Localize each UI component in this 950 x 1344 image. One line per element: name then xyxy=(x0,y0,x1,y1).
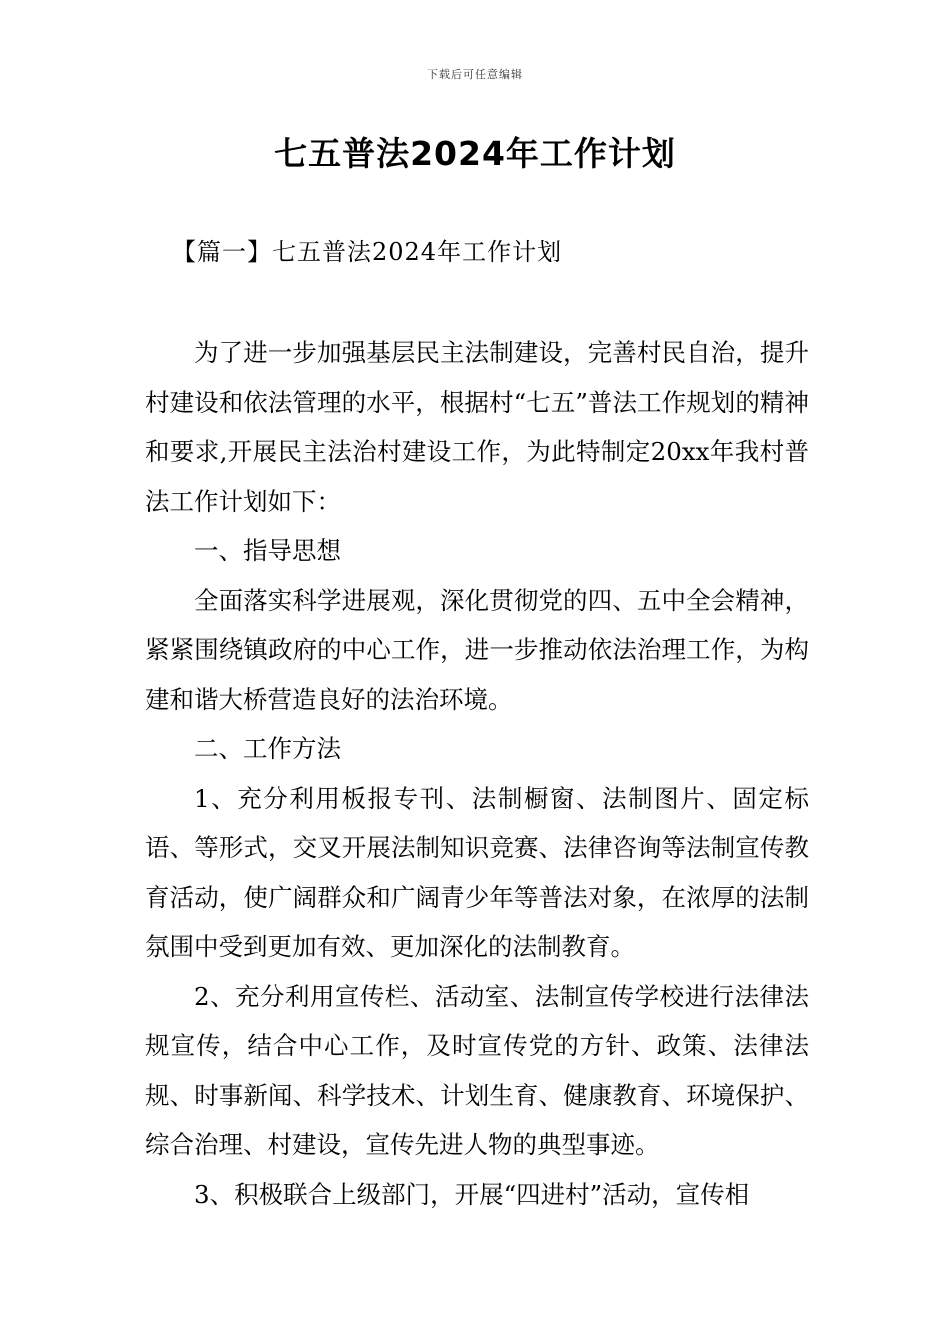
paragraph-intro: 为了进一步加强基层民主法制建设，完善村民自治，提升村建设和依法管理的水平，根据村“七五”普法工作规划的精神和要求,开展民主法治村建设工作，为此特制定20xx年我村普法工作计划如下： xyxy=(145,338,809,516)
paragraph-method-2: 2、充分利用宣传栏、活动室、法制宣传学校进行法律法规宣传，结合中心工作，及时宣传党的方针、政策、法律法规、时事新闻、科学技术、计划生育、健康教育、环境保护、综合治理、村建设，宣传先进人物的典型事迹。 xyxy=(145,981,809,1159)
heading-guiding-ideology: 一、指导思想 xyxy=(194,536,341,565)
paragraph-method-3: 3、积极联合上级部门，开展“四进村”活动，宣传相 xyxy=(194,1179,750,1209)
paragraph-guiding-ideology: 全面落实科学进展观，深化贯彻党的四、五中全会精神，紧紧围绕镇政府的中心工作，进一步推动依法治理工作，为构建和谐大桥营造良好的法治环境。 xyxy=(145,585,809,714)
download-note: 下载后可任意编辑 xyxy=(427,68,523,81)
document-body xyxy=(145,328,809,1219)
document-title: 七五普法2024年工作计划 xyxy=(274,134,676,173)
heading-work-methods: 二、工作方法 xyxy=(194,734,341,763)
section-heading: 【篇一】七五普法2024年工作计划 xyxy=(172,238,563,266)
paragraph-method-1: 1、充分利用板报专刊、法制橱窗、法制图片、固定标语、等形式，交叉开展法制知识竞赛、法律咨询等法制宣传教育活动，使广阔群众和广阔青少年等普法对象，在浓厚的法制氛围中受到更加有效、更加深化的法制教育。 xyxy=(145,783,809,961)
